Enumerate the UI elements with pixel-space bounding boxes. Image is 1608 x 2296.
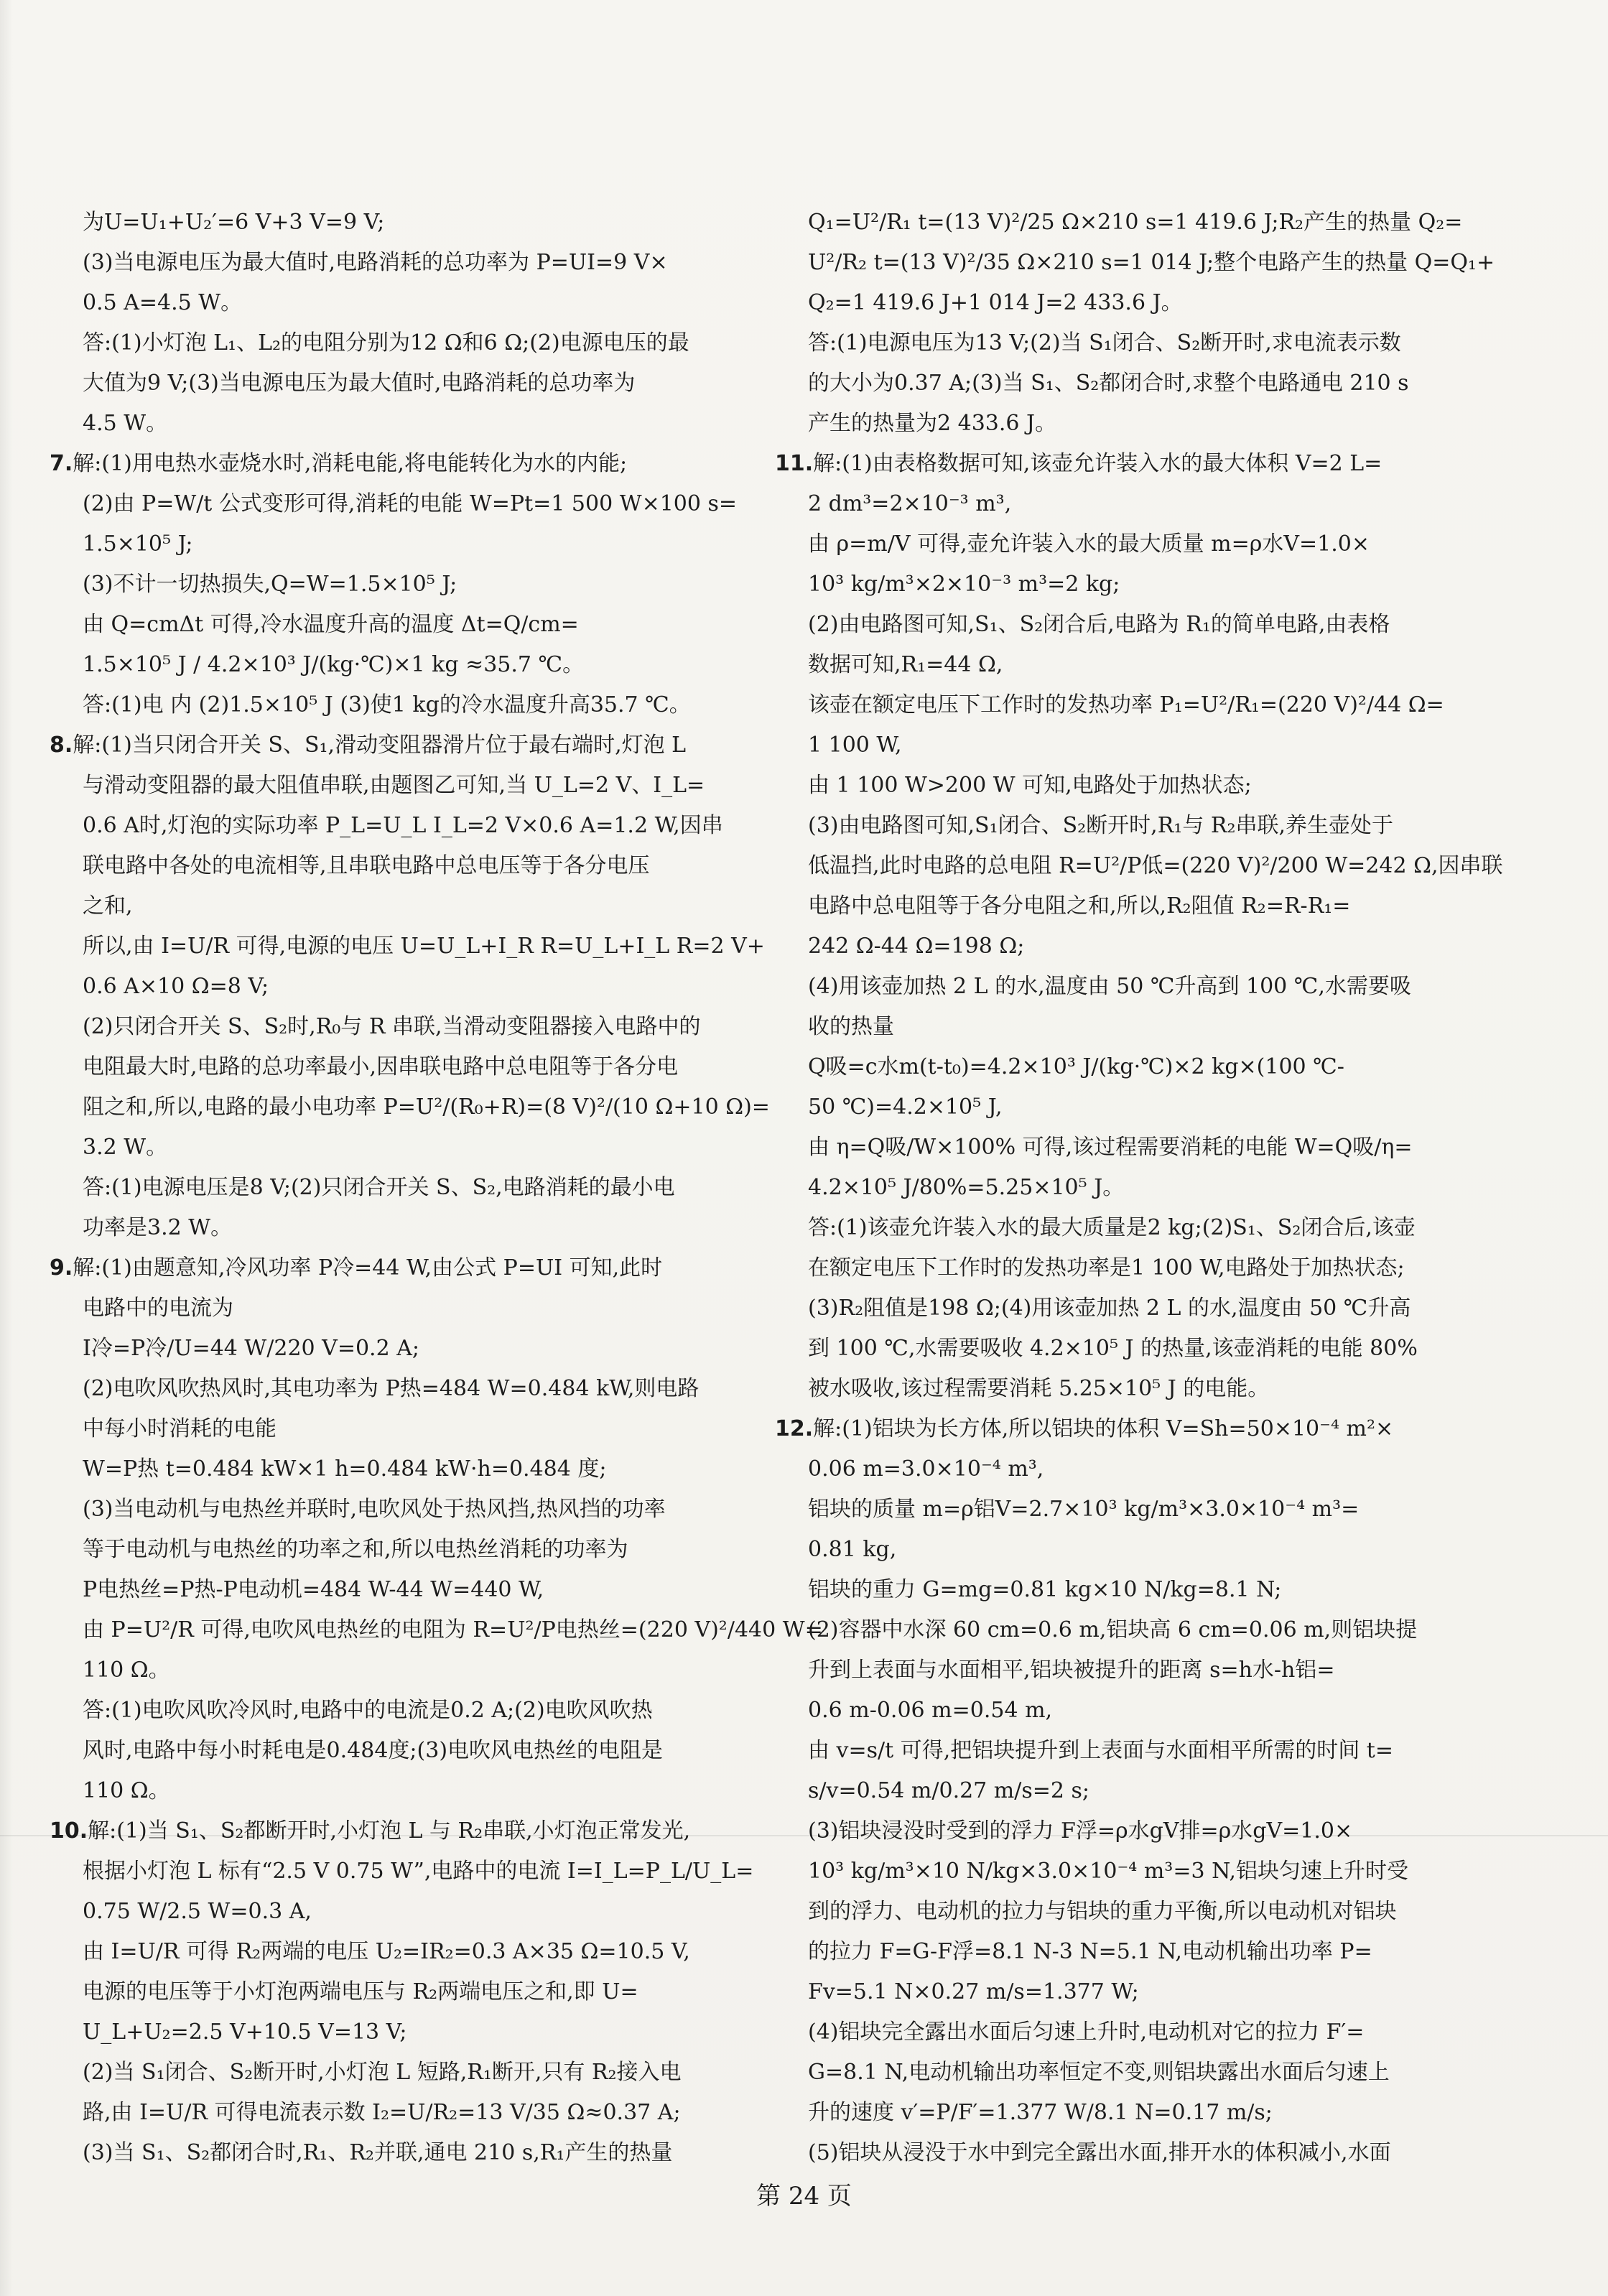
line-text: (2)由 P=W/t 公式变形可得,消耗的电能 W=Pt=1 500 W×100 s=	[83, 491, 738, 516]
line-text: 0.6 A×10 Ω=8 V;	[83, 974, 269, 999]
question-start-line	[50, 1248, 722, 1288]
line-text: 到的浮力、电动机的拉力与铝块的重力平衡,所以电动机对铝块	[808, 1899, 1397, 1924]
text-line	[808, 1128, 1447, 1168]
text-line	[83, 645, 722, 685]
text-line	[808, 685, 1447, 725]
text-line	[808, 1731, 1447, 1771]
text-line	[808, 363, 1447, 404]
text-line	[83, 1288, 722, 1329]
line-text: 由 1 100 W>200 W 可知,电路处于加热状态;	[808, 773, 1252, 798]
text-line	[808, 967, 1447, 1007]
text-line	[83, 685, 722, 725]
question-number: 9.	[50, 1255, 73, 1281]
line-text: G=8.1 N,电动机输出功率恒定不变,则铝块露出水面后匀速上	[808, 2060, 1390, 2085]
line-text: 10³ kg/m³×10 N/kg×3.0×10⁻⁴ m³=3 N,铝块匀速上升时受	[808, 1859, 1408, 1884]
text-line	[808, 524, 1447, 564]
line-text: 解:(1)当只闭合开关 S、S₁,滑动变阻器滑片位于最右端时,灯泡 L	[73, 733, 687, 758]
text-line	[83, 1731, 722, 1771]
page-number: 第 24 页	[756, 2182, 852, 2211]
line-text: 答:(1)电 内 (2)1.5×10⁵ J (3)使1 kg的冷水温度升高35.7 ℃。	[83, 692, 691, 717]
question-start-line	[775, 1409, 1447, 1449]
line-text: 0.6 A时,灯泡的实际功率 P_L=U_L I_L=2 V×0.6 A=1.2 W,因串	[83, 813, 723, 838]
line-text: 根据小灯泡 L 标有“2.5 V 0.75 W”,电路中的电流 I=I_L=P_L/U_L=	[83, 1859, 754, 1884]
line-text: Q₁=U²/R₁ t=(13 V)²/25 Ω×210 s=1 419.6 J;R₂产生的热量 Q₂=	[808, 210, 1463, 235]
line-text: 解:(1)用电热水壶烧水时,消耗电能,将电能转化为水的内能;	[73, 451, 628, 476]
line-text: (3)不计一切热损失,Q=W=1.5×10⁵ J;	[83, 572, 457, 597]
text-line	[808, 404, 1447, 444]
line-text: 由 P=U²/R 可得,电吹风电热丝的电阻为 R=U²/P电热丝=(220 V)²/440 W=	[83, 1617, 823, 1642]
text-line	[808, 243, 1495, 283]
question-number: 7.	[50, 451, 73, 476]
text-line	[808, 1248, 1447, 1288]
text-line	[808, 1932, 1447, 1972]
line-text: (3)当电动机与电热丝并联时,电吹风处于热风挡,热风挡的功率	[83, 1497, 666, 1522]
line-text: (2)当 S₁闭合、S₂断开时,小灯泡 L 短路,R₁断开,只有 R₂接入电	[83, 2060, 682, 2085]
line-text: 解:(1)由题意知,冷风功率 P冷=44 W,由公式 P=UI 可知,此时	[73, 1255, 663, 1281]
line-text: 功率是3.2 W。	[83, 1215, 233, 1240]
text-line	[808, 1208, 1447, 1248]
line-text: U_L+U₂=2.5 V+10.5 V=13 V;	[83, 2020, 407, 2045]
text-line	[808, 1570, 1447, 1610]
text-line	[808, 1369, 1447, 1409]
line-text: 由 I=U/R 可得 R₂两端的电压 U₂=IR₂=0.3 A×35 Ω=10.5 V,	[83, 1939, 690, 1964]
line-text: 到 100 ℃,水需要吸收 4.2×10⁵ J 的热量,该壶消耗的电能 80%	[808, 1336, 1418, 1361]
line-text: 阻之和,所以,电路的最小电功率 P=U²/(R₀+R)=(8 V)²/(10 Ω+10 Ω)=	[83, 1094, 770, 1120]
text-line	[808, 1168, 1447, 1208]
line-text: 50 ℃)=4.2×10⁵ J,	[808, 1094, 1003, 1120]
line-text: W=P热 t=0.484 kW×1 h=0.484 kW·h=0.484 度;	[83, 1456, 607, 1482]
text-line	[83, 1329, 722, 1369]
text-line	[83, 323, 722, 363]
line-text: 0.6 m-0.06 m=0.54 m,	[808, 1698, 1053, 1723]
line-text: 中每小时消耗的电能	[83, 1416, 276, 1441]
line-text: 由 η=Q吸/W×100% 可得,该过程需要消耗的电能 W=Q吸/η=	[808, 1135, 1413, 1160]
line-text: 电路中的电流为	[83, 1296, 233, 1321]
line-text: 解:(1)当 S₁、S₂都断开时,小灯泡 L 与 R₂串联,小灯泡正常发光,	[88, 1818, 691, 1844]
text-line	[808, 1851, 1447, 1892]
line-text: U²/R₂ t=(13 V)²/35 Ω×210 s=1 014 J;整个电路产生的热量 Q=Q₁+	[808, 250, 1495, 275]
text-line	[83, 967, 722, 1007]
question-start-line	[50, 1811, 722, 1851]
text-line	[808, 1972, 1447, 2012]
text-line	[808, 203, 1463, 243]
line-text: 在额定电压下工作时的发热功率是1 100 W,电路处于加热状态;	[808, 1255, 1405, 1281]
line-text: 数据可知,R₁=44 Ω,	[808, 652, 1003, 677]
line-text: 联电路中各处的电流相等,且串联电路中总电压等于各分电压	[83, 853, 650, 878]
text-line	[808, 1610, 1447, 1650]
line-text: 的拉力 F=G-F浮=8.1 N-3 N=5.1 N,电动机输出功率 P=	[808, 1939, 1372, 1964]
text-line	[83, 1369, 722, 1409]
line-text: 收的热量	[808, 1014, 894, 1039]
line-text: 答:(1)电源电压是8 V;(2)只闭合开关 S、S₂,电路消耗的最小电	[83, 1175, 675, 1200]
line-text: 升的速度 v′=P/F′=1.377 W/8.1 N=0.17 m/s;	[808, 2100, 1273, 2125]
line-text: 之和,	[83, 893, 133, 919]
text-line	[808, 1811, 1447, 1851]
line-text: 大值为9 V;(3)当电源电压为最大值时,电路消耗的总功率为	[83, 371, 636, 396]
line-text: 铝块的质量 m=ρ铝V=2.7×10³ kg/m³×3.0×10⁻⁴ m³=	[808, 1497, 1360, 1522]
line-text: 由 Q=cmΔt 可得,冷水温度升高的温度 Δt=Q/cm=	[83, 612, 579, 637]
text-line	[83, 2133, 722, 2173]
text-line	[83, 363, 722, 404]
text-line	[808, 725, 1447, 766]
text-line	[83, 926, 765, 967]
line-text: 铝块的重力 G=mg=0.81 kg×10 N/kg=8.1 N;	[808, 1577, 1282, 1602]
line-text: (2)容器中水深 60 cm=0.6 m,铝块高 6 cm=0.06 m,则铝块提	[808, 1617, 1418, 1642]
line-text: 与滑动变阻器的最大阻值串联,由题图乙可知,当 U_L=2 V、I_L=	[83, 773, 705, 798]
line-text: 答:(1)电吹风吹冷风时,电路中的电流是0.2 A;(2)电吹风吹热	[83, 1698, 653, 1723]
text-line	[83, 1047, 722, 1087]
text-line	[808, 1530, 1447, 1570]
text-line	[83, 484, 738, 524]
text-line	[83, 2093, 722, 2133]
line-text: 风时,电路中每小时耗电是0.484度;(3)电吹风电热丝的电阻是	[83, 1738, 664, 1763]
line-text: 110 Ω。	[83, 1778, 170, 1803]
line-text: 电阻最大时,电路的总功率最小,因串联电路中总电阻等于各分电	[83, 1054, 679, 1079]
text-line	[83, 1208, 722, 1248]
text-line	[808, 1449, 1447, 1489]
text-line	[83, 1892, 722, 1932]
line-text: 由 v=s/t 可得,把铝块提升到上表面与水面相平所需的时间 t=	[808, 1738, 1393, 1763]
line-text: (3)由电路图可知,S₁闭合、S₂断开时,R₁与 R₂串联,养生壶处于	[808, 813, 1394, 838]
text-line	[83, 564, 722, 605]
text-line	[808, 1892, 1447, 1932]
line-text: 0.06 m=3.0×10⁻⁴ m³,	[808, 1456, 1044, 1482]
text-line	[83, 243, 722, 283]
text-line	[808, 926, 1447, 967]
left-column	[50, 203, 823, 2173]
line-text: Q吸=c水m(t-t₀)=4.2×10³ J/(kg·℃)×2 kg×(100 ℃-	[808, 1054, 1344, 1079]
line-text: (3)当电源电压为最大值时,电路消耗的总功率为 P=UI=9 V×	[83, 250, 668, 275]
line-text: 1 100 W,	[808, 733, 902, 758]
text-line	[808, 1650, 1447, 1691]
line-text: 答:(1)该壶允许装入水的最大质量是2 kg;(2)S₁、S₂闭合后,该壶	[808, 1215, 1416, 1240]
text-line	[83, 1168, 722, 1208]
line-text: 0.5 A=4.5 W。	[83, 290, 243, 315]
text-line	[83, 1449, 722, 1489]
line-text: (3)铝块浸没时受到的浮力 F浮=ρ水gV排=ρ水gV=1.0×	[808, 1818, 1353, 1844]
text-line	[83, 1128, 722, 1168]
text-line	[83, 1489, 722, 1530]
text-line	[83, 806, 722, 846]
line-text: 1.5×10⁵ J;	[83, 531, 193, 557]
text-line	[83, 1530, 722, 1570]
text-line	[83, 1650, 722, 1691]
line-text: s/v=0.54 m/0.27 m/s=2 s;	[808, 1778, 1090, 1803]
scan-edge-shadow	[0, 0, 13, 2296]
text-line	[808, 1087, 1447, 1128]
text-line	[83, 1972, 722, 2012]
line-text: (2)由电路图可知,S₁、S₂闭合后,电路为 R₁的简单电路,由表格	[808, 612, 1390, 637]
text-line	[83, 605, 722, 645]
line-text: 110 Ω。	[83, 1658, 170, 1683]
text-line	[83, 766, 722, 806]
line-text: 电路中总电阻等于各分电阻之和,所以,R₂阻值 R₂=R-R₁=	[808, 893, 1351, 919]
line-text: 升到上表面与水面相平,铝块被提升的距离 s=h水-h铝=	[808, 1658, 1335, 1683]
line-text: (5)铝块从浸没于水中到完全露出水面,排开水的体积减小,水面	[808, 2140, 1391, 2165]
text-line	[83, 1610, 823, 1650]
right-column	[775, 203, 1503, 2173]
line-text: 解:(1)铝块为长方体,所以铝块的体积 V=Sh=50×10⁻⁴ m²×	[813, 1416, 1394, 1441]
text-line	[808, 806, 1447, 846]
line-text: (3)当 S₁、S₂都闭合时,R₁、R₂并联,通电 210 s,R₁产生的热量	[83, 2140, 673, 2165]
question-number: 12.	[775, 1416, 814, 1441]
line-text: 3.2 W。	[83, 1135, 168, 1160]
line-text: (2)只闭合开关 S、S₂时,R₀与 R 串联,当滑动变阻器接入电路中的	[83, 1014, 701, 1039]
question-start-line	[50, 444, 722, 484]
text-line	[808, 1007, 1447, 1047]
line-text: I冷=P冷/U=44 W/220 V=0.2 A;	[83, 1336, 419, 1361]
line-text: 1.5×10⁵ J / 4.2×10³ J/(kg·℃)×1 kg ≈35.7 ℃。	[83, 652, 585, 677]
text-line	[808, 1489, 1447, 1530]
line-text: 242 Ω-44 Ω=198 Ω;	[808, 934, 1025, 959]
text-line	[808, 2133, 1447, 2173]
text-line	[808, 1771, 1447, 1811]
text-line	[83, 886, 722, 926]
text-line	[83, 1007, 722, 1047]
line-text: 被水吸收,该过程需要消耗 5.25×10⁵ J 的电能。	[808, 1376, 1270, 1401]
question-start-line	[50, 725, 722, 766]
text-line	[83, 1851, 754, 1892]
line-text: 4.2×10⁵ J/80%=5.25×10⁵ J。	[808, 1175, 1125, 1200]
text-line	[83, 404, 722, 444]
line-text: (2)电吹风吹热风时,其电功率为 P热=484 W=0.484 kW,则电路	[83, 1376, 700, 1401]
line-text: 答:(1)电源电压为13 V;(2)当 S₁闭合、S₂断开时,求电流表示数	[808, 330, 1401, 355]
question-number: 10.	[50, 1818, 88, 1844]
line-text: 路,由 I=U/R 可得电流表示数 I₂=U/R₂=13 V/35 Ω≈0.37 A;	[83, 2100, 681, 2125]
line-text: 等于电动机与电热丝的功率之和,所以电热丝消耗的功率为	[83, 1537, 628, 1562]
text-line	[808, 1047, 1447, 1087]
text-line	[808, 886, 1447, 926]
text-line	[83, 2053, 722, 2093]
line-text: 4.5 W。	[83, 411, 168, 436]
question-start-line	[775, 444, 1447, 484]
text-line	[83, 1570, 722, 1610]
text-line	[808, 564, 1447, 605]
text-line	[83, 1771, 722, 1811]
question-number: 11.	[775, 451, 814, 476]
line-text: 电源的电压等于小灯泡两端电压与 R₂两端电压之和,即 U=	[83, 1979, 638, 2004]
text-line	[83, 203, 722, 243]
line-text: 2 dm³=2×10⁻³ m³,	[808, 491, 1012, 516]
line-text: 该壶在额定电压下工作时的发热功率 P₁=U²/R₁=(220 V)²/44 Ω=	[808, 692, 1444, 717]
text-line	[83, 846, 722, 886]
text-line	[83, 1932, 722, 1972]
text-line	[83, 283, 722, 323]
text-line	[808, 766, 1447, 806]
line-text: (3)R₂阻值是198 Ω;(4)用该壶加热 2 L 的水,温度由 50 ℃升高	[808, 1296, 1411, 1321]
text-line	[808, 2093, 1447, 2133]
text-line	[83, 1087, 770, 1128]
text-line	[808, 846, 1503, 886]
line-text: 为U=U₁+U₂′=6 V+3 V=9 V;	[83, 210, 385, 235]
text-line	[808, 2053, 1447, 2093]
text-line	[808, 605, 1447, 645]
text-line	[808, 645, 1447, 685]
text-line	[83, 524, 722, 564]
text-line	[808, 1691, 1447, 1731]
line-text: (4)用该壶加热 2 L 的水,温度由 50 ℃升高到 100 ℃,水需要吸	[808, 974, 1411, 999]
line-text: 答:(1)小灯泡 L₁、L₂的电阻分别为12 Ω和6 Ω;(2)电源电压的最	[83, 330, 689, 355]
line-text: 低温挡,此时电路的总电阻 R=U²/P低=(220 V)²/200 W=242 Ω,因串联	[808, 853, 1503, 878]
question-number: 8.	[50, 733, 73, 758]
line-text: 0.75 W/2.5 W=0.3 A,	[83, 1899, 312, 1924]
text-line	[808, 484, 1447, 524]
line-text: 产生的热量为2 433.6 J。	[808, 411, 1057, 436]
line-text: 的大小为0.37 A;(3)当 S₁、S₂都闭合时,求整个电路通电 210 s	[808, 371, 1409, 396]
line-text: P电热丝=P热-P电动机=484 W-44 W=440 W,	[83, 1577, 544, 1602]
line-text: Q₂=1 419.6 J+1 014 J=2 433.6 J。	[808, 290, 1183, 315]
line-text: (4)铝块完全露出水面后匀速上升时,电动机对它的拉力 F′=	[808, 2020, 1365, 2045]
line-text: 解:(1)由表格数据可知,该壶允许装入水的最大体积 V=2 L=	[813, 451, 1382, 476]
line-text: 所以,由 I=U/R 可得,电源的电压 U=U_L+I_R R=U_L+I_L R=2 V+	[83, 934, 765, 959]
text-line	[83, 2012, 722, 2053]
text-line	[83, 1409, 722, 1449]
text-line	[808, 1288, 1447, 1329]
line-text: 0.81 kg,	[808, 1537, 897, 1562]
text-line	[83, 1691, 722, 1731]
text-line	[808, 323, 1447, 363]
line-text: 由 ρ=m/V 可得,壶允许装入水的最大质量 m=ρ水V=1.0×	[808, 531, 1370, 557]
text-line	[808, 1329, 1447, 1369]
line-text: Fv=5.1 N×0.27 m/s=1.377 W;	[808, 1979, 1139, 2004]
text-line	[808, 283, 1447, 323]
text-line	[808, 2012, 1447, 2053]
line-text: 10³ kg/m³×2×10⁻³ m³=2 kg;	[808, 572, 1120, 597]
